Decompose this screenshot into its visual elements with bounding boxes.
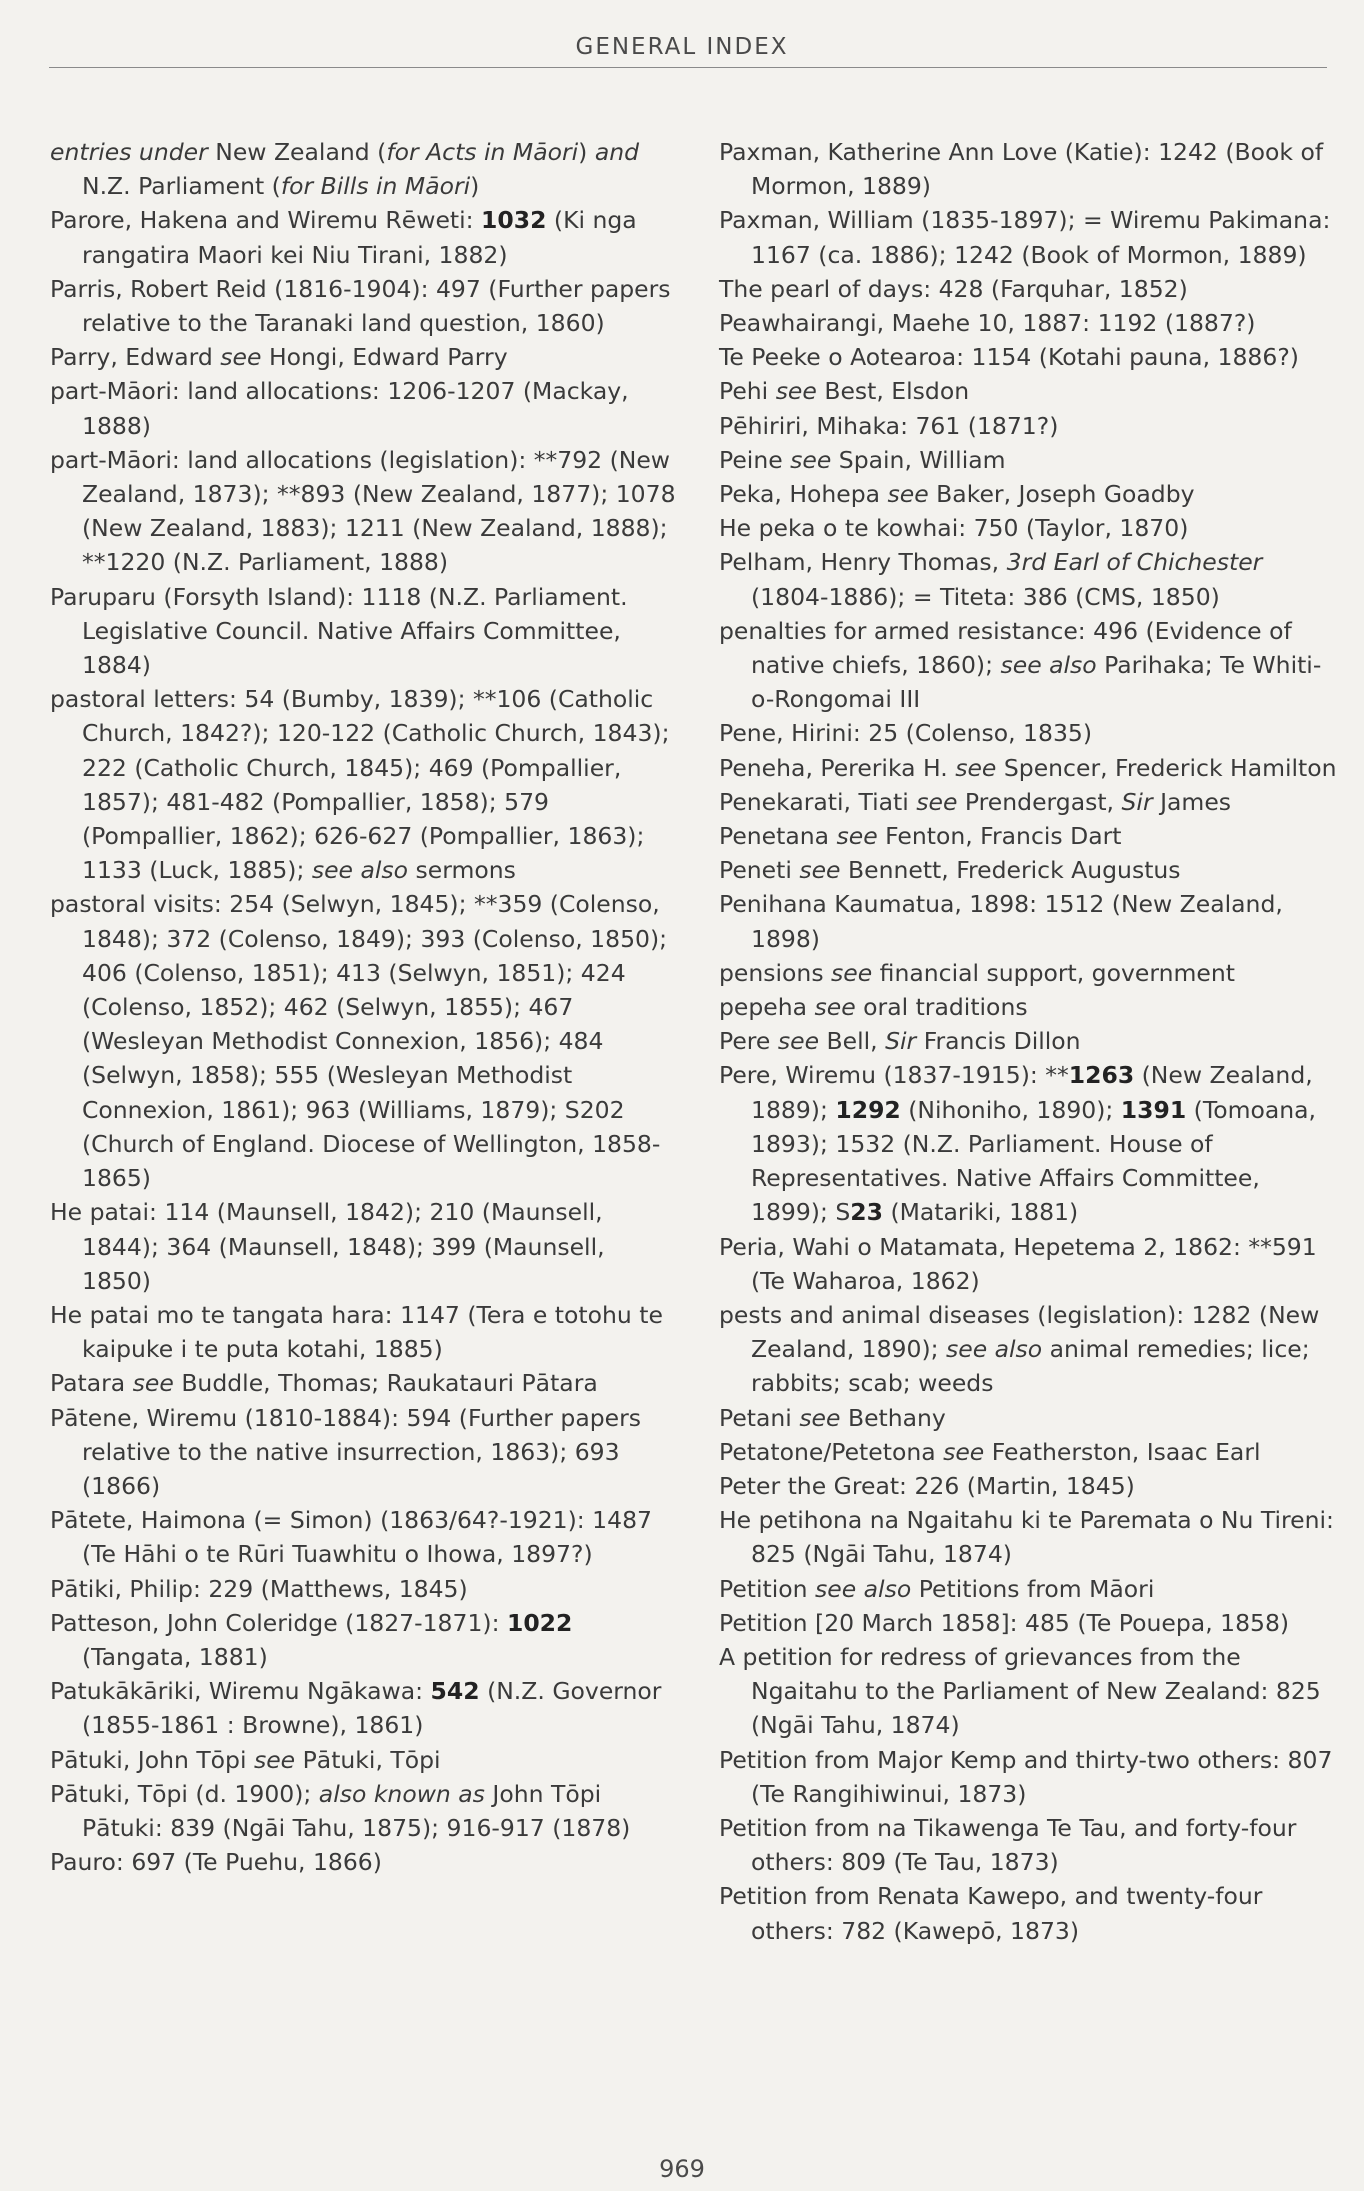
- text-segment: Pelham, Henry Thomas,: [719, 548, 1007, 577]
- header-rule: [49, 67, 1327, 68]
- index-entry: [50, 203, 680, 271]
- italic-segment: entries under: [50, 138, 208, 166]
- text-segment: Penekarati, Tiati: [719, 787, 917, 816]
- italic-segment: see: [831, 958, 873, 987]
- text-segment: A petition for redress of grievances from the Ngaitahu to the Parliament of New Zealand: 825 (Ngāi Tahu, 1874): [719, 1642, 1321, 1740]
- index-entry: [50, 272, 680, 340]
- italic-segment: see: [777, 1027, 820, 1056]
- italic-segment: for Bills in Māori: [280, 172, 471, 201]
- text-segment: Petitions from Māori: [911, 1574, 1155, 1603]
- page-number: 969: [659, 2155, 705, 2183]
- text-segment: Paruparu (Forsyth Island): 1118 (N.Z. Parliament. Legislative Council. Native Affairs Committee, 1884): [50, 582, 628, 680]
- text-segment: Pātene, Wiremu (1810-1884): 594 (Further papers relative to the native insurrection, 1863); 693 (1866): [50, 1403, 642, 1500]
- index-entry: [719, 272, 1339, 306]
- italic-segment: Sir: [1121, 787, 1153, 816]
- text-segment: Pātuki, John Tōpi: [50, 1745, 254, 1774]
- text-segment: Pauro: 697 (Te Puehu, 1866): [50, 1848, 382, 1877]
- index-entry: [719, 1743, 1339, 1811]
- text-segment: (1804-1886); = Titeta: 386 (CMS, 1850): [751, 582, 1220, 611]
- text-segment: Petition from Renata Kawepo, and twenty-four others: 782 (Kawepō, 1873): [719, 1882, 1263, 1945]
- index-column-left: [50, 135, 680, 1879]
- index-entry: [719, 545, 1339, 613]
- index-entry: [50, 1298, 680, 1366]
- index-entry: [719, 477, 1339, 511]
- index-entry: [719, 340, 1339, 374]
- text-segment: Parore, Hakena and Wiremu Rēweti:: [50, 206, 482, 235]
- index-entry: [50, 682, 680, 887]
- text-segment: part-Māori: land allocations: 1206-1207 (Mackay, 1888): [50, 377, 629, 440]
- text-segment: Peria, Wahi o Matamata, Hepetema 2, 1862: **591 (Te Waharoa, 1862): [719, 1232, 1317, 1295]
- italic-segment: see: [799, 1403, 841, 1432]
- text-segment: (Nihoniho, 1890);: [900, 1095, 1121, 1124]
- italic-segment: see: [253, 1745, 296, 1774]
- text-segment: Pātuki, Tōpi (d. 1900);: [50, 1779, 319, 1808]
- index-entry: [50, 1606, 680, 1674]
- index-entry: [719, 614, 1339, 717]
- text-segment: Paxman, Katherine Ann Love (Katie): 1242 (Book of Mormon, 1889): [719, 138, 1324, 201]
- text-segment: Prendergast,: [957, 787, 1122, 816]
- italic-segment: Sir: [885, 1027, 917, 1056]
- index-entry: [719, 511, 1339, 545]
- index-column-right: [719, 135, 1339, 1948]
- italic-segment: see: [132, 1369, 174, 1398]
- index-entry: [50, 340, 680, 374]
- index-entry: [50, 1743, 680, 1777]
- text-segment: penalties for armed resistance: 496 (Evidence of native chiefs, 1860);: [719, 616, 1292, 680]
- text-segment: pastoral visits: 254 (Selwyn, 1845); **359 (Colenso, 1848); 372 (Colenso, 1849); 393 (Colenso, 1850); 406 (Colenso, 1851); 413 (Selwyn, 1851); 424 (Colenso, 1852); 462 (Selwyn, 1855); 467 (Wesleyan Methodist Connexion, 1856); 484 (Selwyn, 1858); 555 (Wesleyan Methodist Connexion, 1861); 963 (Williams, 1879); S202 (Church of England. Diocese of Wellington, 1858-1865): [50, 890, 668, 1193]
- text-segment: oral traditions: [855, 993, 1028, 1022]
- italic-segment: see: [887, 480, 929, 509]
- italic-segment: see: [220, 343, 262, 372]
- text-segment: James: [1152, 787, 1232, 816]
- italic-segment: for Acts in Māori: [386, 138, 579, 166]
- index-entry: [719, 956, 1339, 990]
- text-segment: animal remedies; lice; rabbits; scab; weeds: [751, 1335, 1310, 1398]
- bold-segment: 542: [430, 1677, 480, 1706]
- text-segment: Fenton, Francis Dart: [877, 822, 1122, 851]
- text-segment: Pere, Wiremu (1837-1915): **: [719, 1061, 1069, 1090]
- text-segment: Parihaka; Te Whiti-o-Rongomai III: [751, 651, 1322, 714]
- index-entry: [719, 443, 1339, 477]
- text-segment: He petihona na Ngaitahu ki te Paremata o Nu Tireni: 825 (Ngāi Tahu, 1874): [719, 1506, 1334, 1569]
- text-segment: Peka, Hohepa: [719, 480, 888, 509]
- text-segment: Peawhairangi, Maehe 10, 1887: 1192 (1887?): [719, 309, 1256, 338]
- index-entry: [719, 990, 1339, 1024]
- text-segment: Paxman, William (1835-1897); = Wiremu Pakimana: 1167 (ca. 1886); 1242 (Book of Mormon, 1889): [719, 206, 1331, 269]
- index-entry: [50, 1845, 680, 1879]
- text-segment: Hongi, Edward Parry: [261, 343, 508, 372]
- index-entry: [719, 716, 1339, 750]
- bold-segment: 1022: [506, 1608, 573, 1637]
- index-entry: [719, 1401, 1339, 1435]
- index-entry: [719, 853, 1339, 887]
- index-entry: [719, 203, 1339, 271]
- text-segment: John Tōpi Pātuki: 839 (Ngāi Tahu, 1875); 916-917 (1878): [82, 1779, 631, 1842]
- italic-segment: also known as: [318, 1779, 485, 1808]
- bold-segment: 1263: [1068, 1061, 1135, 1090]
- text-segment: Featherston, Isaac Earl: [984, 1437, 1261, 1466]
- italic-segment: see also: [311, 856, 409, 885]
- text-segment: Peter the Great: 226 (Martin, 1845): [719, 1471, 1135, 1500]
- bold-segment: 1292: [835, 1095, 901, 1124]
- index-entry: [719, 1640, 1339, 1743]
- text-segment: Spencer, Frederick Hamilton: [996, 753, 1337, 782]
- index-entry: [719, 374, 1339, 408]
- index-entry: [719, 751, 1339, 785]
- text-segment: Pātiki, Philip: 229 (Matthews, 1845): [50, 1574, 468, 1603]
- text-segment: (Matariki, 1881): [882, 1198, 1079, 1227]
- text-segment: Pēhiriri, Mihaka: 761 (1871?): [719, 411, 1059, 440]
- text-segment: Pene, Hirini: 25 (Colenso, 1835): [719, 719, 1093, 748]
- index-entry: [719, 887, 1339, 955]
- italic-segment: see also: [1000, 651, 1097, 680]
- index-entry: [719, 1298, 1339, 1401]
- index-entry: [719, 1058, 1339, 1229]
- text-segment: (Tangata, 1881): [82, 1642, 268, 1671]
- text-segment: Penetana: [719, 822, 837, 851]
- text-segment: Patara: [50, 1369, 133, 1398]
- text-segment: pests and animal diseases (legislation): 1282 (New Zealand, 1890);: [719, 1300, 1320, 1364]
- text-segment: Parry, Edward: [50, 343, 221, 372]
- text-segment: Petani: [719, 1403, 800, 1432]
- index-entry: [719, 785, 1339, 819]
- text-segment: Bell,: [819, 1027, 886, 1056]
- index-entry: [50, 1572, 680, 1606]
- text-segment: The pearl of days: 428 (Farquhar, 1852): [719, 274, 1188, 303]
- index-entry: [719, 1469, 1339, 1503]
- text-segment: Parris, Robert Reid (1816-1904): 497 (Further papers relative to the Taranaki land question, 1860): [50, 274, 671, 338]
- text-segment: pensions: [719, 958, 832, 987]
- text-segment: Peine: [719, 445, 791, 474]
- text-segment: Pehi: [719, 377, 776, 406]
- text-segment: Petatone/Petetona: [719, 1437, 944, 1466]
- text-segment: (Tomoana, 1893); 1532 (N.Z. Parliament. House of Representatives. Native Affairs Committee, 1899); S: [751, 1095, 1317, 1227]
- text-segment: pepeha: [719, 993, 815, 1022]
- text-segment: Baker, Joseph Goadby: [928, 480, 1195, 509]
- text-segment: N.Z. Parliament (: [82, 172, 281, 201]
- text-segment: Spain, William: [831, 445, 1006, 474]
- index-entry: [50, 1401, 680, 1504]
- italic-segment: 3rd Earl of Chichester: [1006, 548, 1263, 577]
- italic-segment: see: [943, 1437, 985, 1466]
- index-entry: [719, 1230, 1339, 1298]
- index-entry: [50, 1366, 680, 1400]
- text-segment: (Ki nga rangatira Maori kei Niu Tirani, 1882): [82, 206, 637, 269]
- text-segment: New Zealand (: [207, 138, 387, 166]
- text-segment: Bethany: [840, 1403, 946, 1432]
- running-header: GENERAL INDEX: [575, 34, 789, 60]
- text-segment: Petition [20 March 1858]: 485 (Te Pouepa, 1858): [719, 1608, 1290, 1637]
- text-segment: Buddle, Thomas; Raukatauri Pātara: [173, 1369, 598, 1398]
- index-entry: [50, 1503, 680, 1571]
- italic-segment: see: [836, 822, 878, 851]
- italic-segment: see: [814, 993, 856, 1022]
- italic-segment: see also: [946, 1335, 1043, 1364]
- index-entry: [719, 1024, 1339, 1058]
- text-segment: Petition: [719, 1574, 816, 1603]
- text-segment: (N.Z. Governor (1855-1861 : Browne), 1861): [82, 1677, 662, 1740]
- italic-segment: and: [594, 138, 640, 166]
- text-segment: financial support, government: [872, 958, 1235, 987]
- index-entry: [50, 443, 680, 580]
- index-entry: [719, 1572, 1339, 1606]
- text-segment: Francis Dillon: [916, 1027, 1081, 1056]
- text-segment: He patai: 114 (Maunsell, 1842); 210 (Maunsell, 1844); 364 (Maunsell, 1848); 399 (Maunsell, 1850): [50, 1198, 605, 1295]
- index-entry: [50, 135, 680, 203]
- text-segment: ): [578, 138, 595, 166]
- text-segment: Pātuki, Tōpi: [295, 1745, 441, 1774]
- italic-segment: see: [955, 753, 997, 782]
- text-segment: He peka o te kowhai: 750 (Taylor, 1870): [719, 514, 1189, 543]
- index-entry: [719, 135, 1339, 203]
- index-entry: [719, 1435, 1339, 1469]
- italic-segment: see also: [815, 1574, 912, 1603]
- text-segment: (New Zealand, 1889);: [751, 1061, 1313, 1124]
- index-entry: [719, 1811, 1339, 1879]
- text-segment: He patai mo te tangata hara: 1147 (Tera e totohu te kaipuke i te puta kotahi, 1885): [50, 1300, 663, 1364]
- bold-segment: 23: [850, 1198, 883, 1227]
- text-segment: Petition from Major Kemp and thirty-two others: 807 (Te Rangihiwinui, 1873): [719, 1745, 1333, 1808]
- text-segment: sermons: [408, 856, 516, 885]
- italic-segment: see: [775, 377, 817, 406]
- index-entry: [50, 374, 680, 442]
- text-segment: ): [470, 172, 480, 201]
- text-segment: Best, Elsdon: [816, 377, 970, 406]
- index-entry: [719, 1503, 1339, 1571]
- italic-segment: see: [916, 787, 958, 816]
- text-segment: Peneti: [719, 856, 800, 885]
- italic-segment: see: [790, 445, 832, 474]
- text-segment: pastoral letters: 54 (Bumby, 1839); **106 (Catholic Church, 1842?); 120-122 (Catholic Church, 1843); 222 (Catholic Church, 1845); 469 (Pompallier, 1857); 481-482 (Pompallier, 1858); 579 (Pompallier, 1862); 626-627 (Pompallier, 1863); 1133 (Luck, 1885);: [50, 685, 670, 885]
- index-entry: [719, 819, 1339, 853]
- index-entry: [719, 1606, 1339, 1640]
- italic-segment: see: [799, 856, 841, 885]
- text-segment: Patukākāriki, Wiremu Ngākawa:: [50, 1677, 431, 1706]
- index-entry: [50, 887, 680, 1195]
- text-segment: Patteson, John Coleridge (1827-1871):: [50, 1608, 507, 1637]
- index-entry: [719, 1879, 1339, 1947]
- index-entry: [719, 306, 1339, 340]
- text-segment: part-Māori: land allocations (legislation): **792 (New Zealand, 1873); **893 (New Zealand, 1877); 1078 (New Zealand, 1883); 1211 (New Zealand, 1888); **1220 (N.Z. Parliament, 1888): [50, 445, 676, 577]
- text-segment: Peneha, Pererika H.: [719, 753, 956, 782]
- text-segment: Petition from na Tikawenga Te Tau, and forty-four others: 809 (Te Tau, 1873): [719, 1813, 1297, 1877]
- bold-segment: 1032: [481, 206, 547, 235]
- index-entry: [50, 1777, 680, 1845]
- text-segment: Bennett, Frederick Augustus: [840, 856, 1181, 885]
- index-entry: [50, 1195, 680, 1298]
- text-segment: Te Peeke o Aotearoa: 1154 (Kotahi pauna, 1886?): [719, 343, 1299, 372]
- index-entry: [50, 1674, 680, 1742]
- index-entry: [719, 409, 1339, 443]
- bold-segment: 1391: [1120, 1095, 1187, 1124]
- text-segment: Pātete, Haimona (= Simon) (1863/64?-1921): 1487 (Te Hāhi o te Rūri Tuawhitu o Ihowa, 1897?): [50, 1506, 652, 1569]
- index-entry: [50, 580, 680, 683]
- text-segment: Pere: [719, 1027, 778, 1056]
- text-segment: Penihana Kaumatua, 1898: 1512 (New Zealand, 1898): [719, 890, 1283, 953]
